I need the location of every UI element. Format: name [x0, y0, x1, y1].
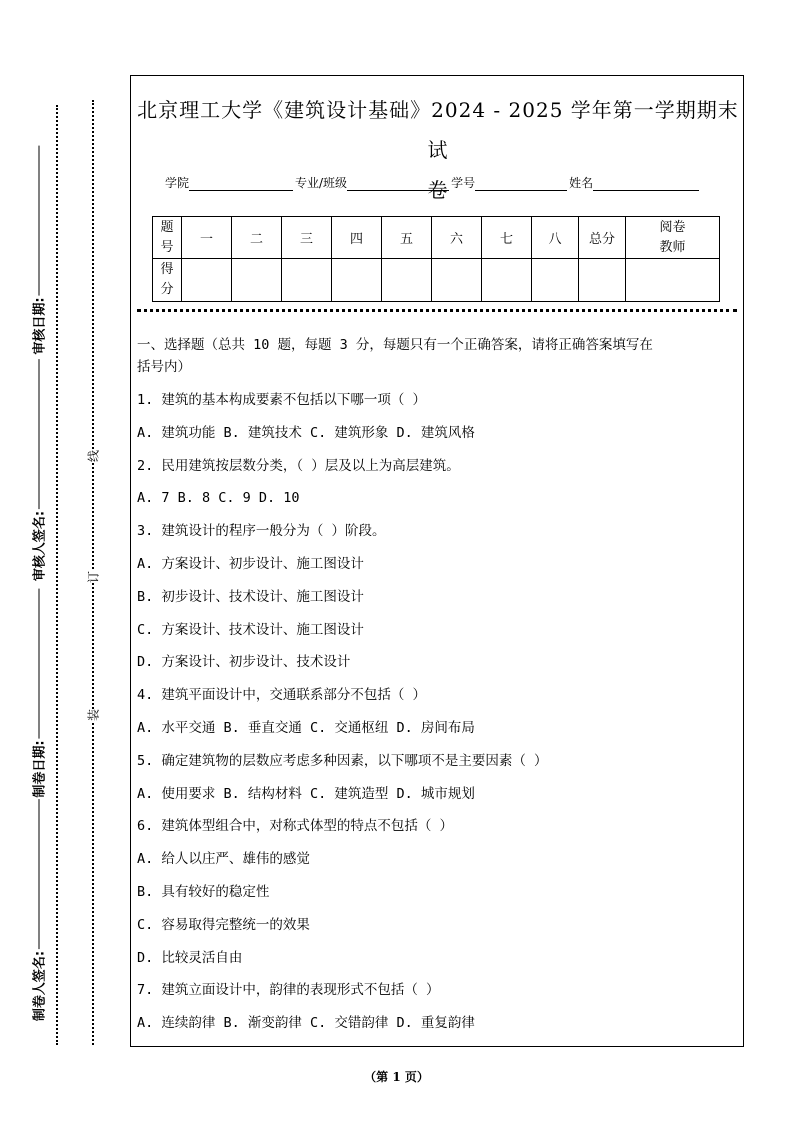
- answer-option-line: A. 方案设计、初步设计、施工图设计: [137, 555, 364, 572]
- question-line: 1. 建筑的基本构成要素不包括以下哪一项（ ）: [137, 392, 427, 408]
- question-line: 2. 民用建筑按层数分类，（ ）层及以上为高层建筑。: [137, 457, 460, 474]
- college-label: 学院: [165, 176, 190, 190]
- question-line: 3. 建筑设计的程序一般分为（ ）阶段。: [137, 523, 386, 540]
- answer-option-line: A. 使用要求 B. 结构材料 C. 建筑造型 D. 城市规划: [137, 785, 475, 802]
- college-blank[interactable]: [189, 178, 293, 191]
- exam-frame: [130, 75, 744, 1047]
- score-cell-7[interactable]: [482, 259, 532, 302]
- major-blank[interactable]: [347, 178, 449, 191]
- score-table-score-row: [153, 259, 720, 302]
- grader-header-line: 阅卷: [659, 219, 686, 235]
- section-heading-line2: 括号内）: [137, 359, 191, 375]
- maker-sign-label: 制卷人签名:: [32, 950, 48, 1022]
- answer-option-line: C. 方案设计、技术设计、施工图设计: [137, 621, 364, 638]
- score-cell-5[interactable]: [382, 259, 432, 302]
- col-header-1: 一: [182, 217, 232, 259]
- answer-option-line: A. 水平交通 B. 垂直交通 C. 交通枢纽 D. 房间布局: [137, 719, 475, 736]
- answer-option-line: A. 7 B. 8 C. 9 D. 10: [137, 490, 300, 507]
- bind-char-bind: 装: [83, 709, 104, 721]
- reviewer-sign-blank[interactable]: [37, 359, 39, 509]
- page-footer: （第 1 页）: [364, 1070, 429, 1084]
- col-header-2: 二: [232, 217, 282, 259]
- bind-char-staple: 订: [83, 571, 104, 583]
- maker-sign-blank[interactable]: [37, 799, 39, 949]
- name-label: 姓名: [569, 176, 594, 190]
- name-blank[interactable]: [593, 178, 699, 191]
- header-char: 分: [160, 282, 174, 297]
- make-date-label: 制卷日期:: [32, 740, 48, 798]
- grader-cell[interactable]: [626, 259, 720, 302]
- col-header-5: 五: [382, 217, 432, 259]
- answer-option-line: D. 方案设计、初步设计、技术设计: [137, 654, 351, 671]
- section-heading: [137, 334, 737, 378]
- question-line: 6. 建筑体型组合中，对称式体型的特点不包括（ ）: [137, 818, 454, 835]
- score-header: [153, 259, 182, 302]
- header-char: 号: [160, 239, 174, 255]
- exam-title-line1: 北京理工大学《建筑设计基础》2024 - 2025 学年第一学期期末试: [137, 98, 739, 162]
- answer-option-line: B. 具有较好的稳定性: [137, 883, 270, 900]
- score-cell-6[interactable]: [432, 259, 482, 302]
- reviewer-sign-label: 审核人签名:: [32, 510, 48, 582]
- header-char: 题: [160, 219, 174, 235]
- student-info-row: [165, 174, 701, 191]
- col-header-total: 总分: [579, 217, 626, 259]
- exam-title: [131, 90, 745, 210]
- make-date-blank[interactable]: [37, 588, 39, 738]
- score-cell-3[interactable]: [282, 259, 332, 302]
- major-label: 专业/班级: [295, 176, 348, 190]
- col-header-3: 三: [282, 217, 332, 259]
- col-header-4: 四: [332, 217, 382, 259]
- exam-title-line2: 卷: [427, 178, 449, 202]
- score-cell-1[interactable]: [182, 259, 232, 302]
- answer-option-line: A. 连续韵律 B. 渐变韵律 C. 交错韵律 D. 重复韵律: [137, 1015, 475, 1032]
- section-choice-questions: [137, 334, 737, 1045]
- grader-header: [626, 217, 720, 259]
- review-date-label: 审核日期:: [32, 297, 48, 355]
- grader-header-line: 教师: [659, 239, 686, 255]
- answer-option-line: C. 容易取得完整统一的效果: [137, 916, 310, 933]
- score-cell-total[interactable]: [579, 259, 626, 302]
- student-id-label: 学号: [451, 176, 476, 190]
- score-table: [152, 216, 720, 302]
- binding-dotted-line-outer: [56, 105, 58, 1045]
- score-cell-4[interactable]: [332, 259, 382, 302]
- col-header-7: 七: [482, 217, 532, 259]
- review-date-blank[interactable]: [37, 145, 39, 295]
- answer-option-line: A. 建筑功能 B. 建筑技术 C. 建筑形象 D. 建筑风格: [137, 424, 475, 441]
- col-header-8: 八: [532, 217, 579, 259]
- header-char: 得: [160, 262, 174, 277]
- answer-option-line: D. 比较灵活自由: [137, 949, 243, 966]
- answer-option-line: B. 初步设计、技术设计、施工图设计: [137, 588, 364, 605]
- bind-char-line: 线: [83, 450, 104, 462]
- col-header-6: 六: [432, 217, 482, 259]
- score-cell-2[interactable]: [232, 259, 282, 302]
- question-line: 4. 建筑平面设计中，交通联系部分不包括（ ）: [137, 687, 427, 704]
- question-line: 7. 建筑立面设计中，韵律的表现形式不包括（ ）: [137, 982, 440, 999]
- answer-option-line: A. 给人以庄严、雄伟的感觉: [137, 851, 310, 868]
- section-heading-line1: 一、选择题（总共 10 题，每题 3 分，每题只有一个正确答案，请将正确答案填写在: [137, 337, 653, 353]
- dotted-separator: [137, 309, 737, 312]
- student-id-blank[interactable]: [475, 178, 567, 191]
- question-number-header: [153, 217, 182, 259]
- score-cell-8[interactable]: [532, 259, 579, 302]
- question-list: [137, 389, 737, 1045]
- question-line: 5. 确定建筑物的层数应考虑多种因素，以下哪项不是主要因素（ ）: [137, 752, 548, 769]
- score-table-header-row: [153, 217, 720, 259]
